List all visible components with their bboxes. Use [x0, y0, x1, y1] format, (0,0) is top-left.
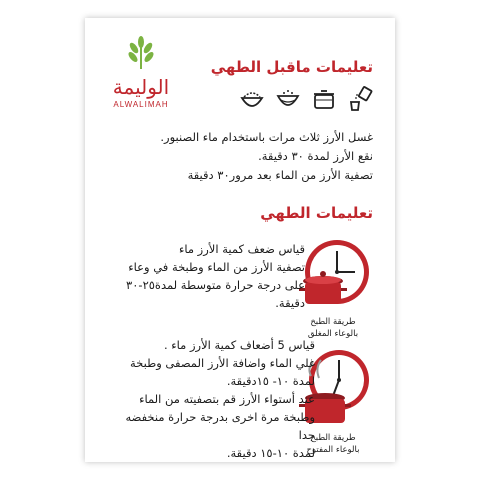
logo-arabic-text: الوليمة [112, 75, 170, 99]
open-pot-instructions [115, 336, 315, 462]
open-line: لمدة ١٠-١٥ دقيقة. [226, 446, 315, 460]
closed-pot-clock-icon [293, 236, 373, 326]
brand-logo [101, 36, 181, 109]
open-line: وطبخة مرة اخرى بدرجة حرارة منخفضه جدا [125, 410, 315, 442]
closed-line: دقيقة. [275, 296, 305, 310]
open-pot-caption: طريقة الطبخ بالوعاء المفتوح [306, 433, 360, 455]
pot-icon [311, 86, 337, 112]
prep-icons-row [239, 86, 373, 112]
open-line: غلي الماء واضافة الأرز المصفى وطبخة [130, 356, 315, 370]
wheat-leaf-icon [121, 36, 161, 70]
prep-line: نقع الأرز لمدة ٣٠ دقيقة. [258, 149, 373, 163]
closed-pot-instructions [115, 240, 305, 312]
closed-line: قياس ضعف كمية الأرز ماء [178, 242, 305, 256]
closed-pot-caption: طريقة الطبخ بالوعاء المغلق [307, 317, 359, 339]
open-line: عند أستواء الأرز قم بتصفيته من الماء [139, 392, 315, 406]
prep-line: تصفية الأرز من الماء بعد مرور٣٠ دقيقة [187, 168, 373, 182]
logo-english-text: ALWALIMAH [113, 100, 169, 109]
open-line: لمدة ١٠- ١٥دقيقة. [226, 374, 315, 388]
rice-bowl-icon [239, 86, 265, 112]
sieve-bowl-icon [275, 86, 301, 112]
prep-line: غسل الأرز ثلاث مرات باستخدام ماء الصنبور. [160, 130, 373, 144]
cooking-title: تعليمات الطهي [260, 204, 373, 222]
closed-line: تصفية الأرز من الماء وطبخة في وعاء [128, 260, 305, 274]
open-line: قياس 5 أضعاف كمية الأرز ماء . [163, 338, 315, 352]
closed-line: على درجة حرارة متوسطة لمدة٢٥-٣٠ [126, 278, 305, 292]
instruction-card [85, 18, 395, 462]
pouring-rice-icon [347, 86, 373, 112]
prep-title: تعليمات ماقبل الطهي [210, 58, 373, 76]
prep-instructions [103, 128, 373, 185]
